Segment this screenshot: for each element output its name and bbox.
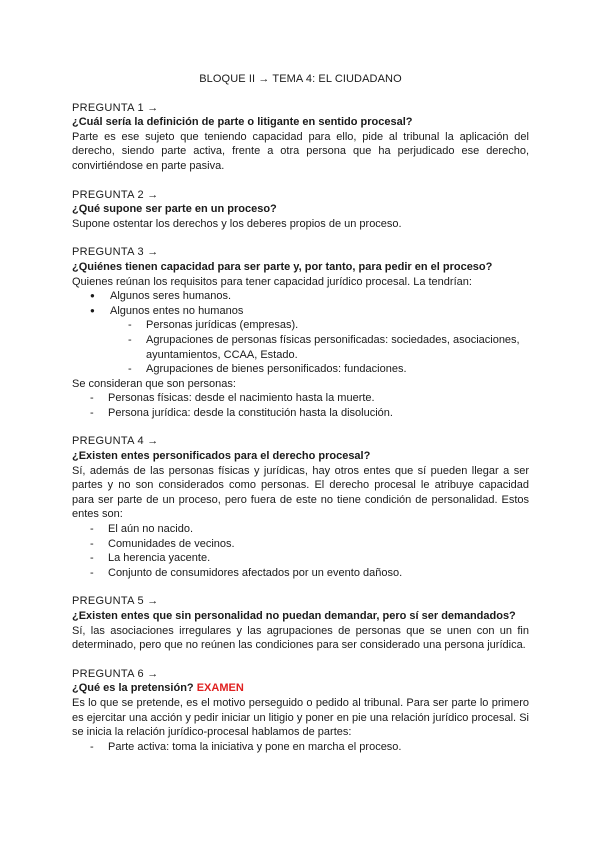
question-block-3 (72, 245, 529, 420)
list-item: - Comunidades de vecinos. (72, 537, 529, 552)
question-label-4: PREGUNTA 4 → (72, 435, 159, 448)
question-label-2: PREGUNTA 2 → (72, 188, 159, 201)
list-item: ● Algunos seres humanos. (72, 289, 529, 304)
list-item: - Personas físicas: desde el nacimiento hasta la muerte. (72, 391, 529, 406)
bullet-list-3 (72, 289, 529, 318)
persons-list-3 (72, 391, 529, 420)
list-item: - El aún no nacido. (72, 522, 529, 537)
exam-tag: EXAMEN (196, 682, 244, 695)
list-item: ● Algunos entes no humanos (72, 304, 529, 319)
sub-list-3 (72, 318, 529, 376)
question-heading-6 (72, 681, 529, 696)
question-label-1: PREGUNTA 1 → (72, 101, 159, 114)
answer-text-6: Es lo que se pretende, es el motivo perseguido o pedido al tribunal. Para ser parte lo primero es ejercitar una acción y pedir iniciar un litigio y poner en pie una relación jurídico procesal. Si se inicia la relación jurídico-procesal hablamos de partes: (72, 696, 529, 739)
question-text-5: ¿Existen entes que sin personalidad no puedan demandar, pero sí ser demandados? (72, 610, 516, 622)
question-text-3: ¿Quiénes tienen capacidad para ser parte y, por tanto, para pedir en el proceso? (72, 260, 493, 273)
question-block-1 (72, 101, 529, 174)
question-text-1: ¿Cuál sería la definición de parte o litigante en sentido procesal? (72, 116, 413, 129)
list-item: - La herencia yacente. (72, 551, 529, 566)
question-label-3: PREGUNTA 3 → (72, 246, 159, 259)
question-block-6 (72, 667, 529, 755)
document-page (72, 0, 529, 768)
question-block-5 (72, 594, 529, 652)
question-text-2: ¿Qué supone ser parte en un proceso? (72, 203, 277, 216)
entities-list-4 (72, 522, 529, 580)
list-item: - Parte activa: toma la iniciativa y pone en marcha el proceso. (72, 740, 529, 755)
answer-intro-3: Quienes reúnan los requisitos para tener capacidad jurídico procesal. La tendrían: (72, 275, 472, 288)
question-label-6: PREGUNTA 6 → (72, 667, 159, 680)
list-item: - Persona jurídica: desde la constitución hasta la disolución. (72, 406, 529, 421)
question-block-4 (72, 434, 529, 580)
answer-text-5: Sí, las asociaciones irregulares y las agrupaciones de personas que se unen con un fin determinado, pero que no reúnen las condiciones para ser considerado una persona jurídica. (72, 624, 529, 652)
answer-text-1: Parte es ese sujeto que teniendo capacidad para ello, pide al tribunal la aplicación del derecho, siendo parte activa, frente a otra persona que ha perjudicado ese derecho, convirtiéndose en parte pasiva. (72, 130, 529, 172)
list-item: - Agrupaciones de bienes personificados: fundaciones. (72, 362, 529, 377)
question-label-5: PREGUNTA 5 → (72, 595, 159, 608)
parties-list-6 (72, 740, 529, 755)
answer-text-4: Sí, además de las personas físicas y jurídicas, hay otros entes que sí pueden llegar a ser partes y no son considerados como personas. El derecho procesal le atribuye capacidad para ser parte de un proceso, pero fuera de este no tiene condición de personalidad. Estos entes son: (72, 464, 529, 521)
question-text-6: ¿Qué es la pretensión? (72, 682, 194, 695)
question-text-4: ¿Existen entes personificados para el derecho procesal? (72, 450, 371, 463)
list-item: - Agrupaciones de personas físicas personificadas: sociedades, asociaciones, ayuntamientos, CCAA, Estado. (72, 333, 529, 362)
question-block-2 (72, 188, 529, 232)
list-item: - Conjunto de consumidores afectados por un evento dañoso. (72, 566, 529, 581)
answer-outro-3: Se consideran que son personas: (72, 377, 236, 390)
list-item: - Personas jurídicas (empresas). (72, 318, 529, 333)
document-title: BLOQUE II → TEMA 4: EL CIUDADANO (199, 73, 402, 85)
answer-text-2: Supone ostentar los derechos y los deberes propios de un proceso. (72, 217, 402, 230)
